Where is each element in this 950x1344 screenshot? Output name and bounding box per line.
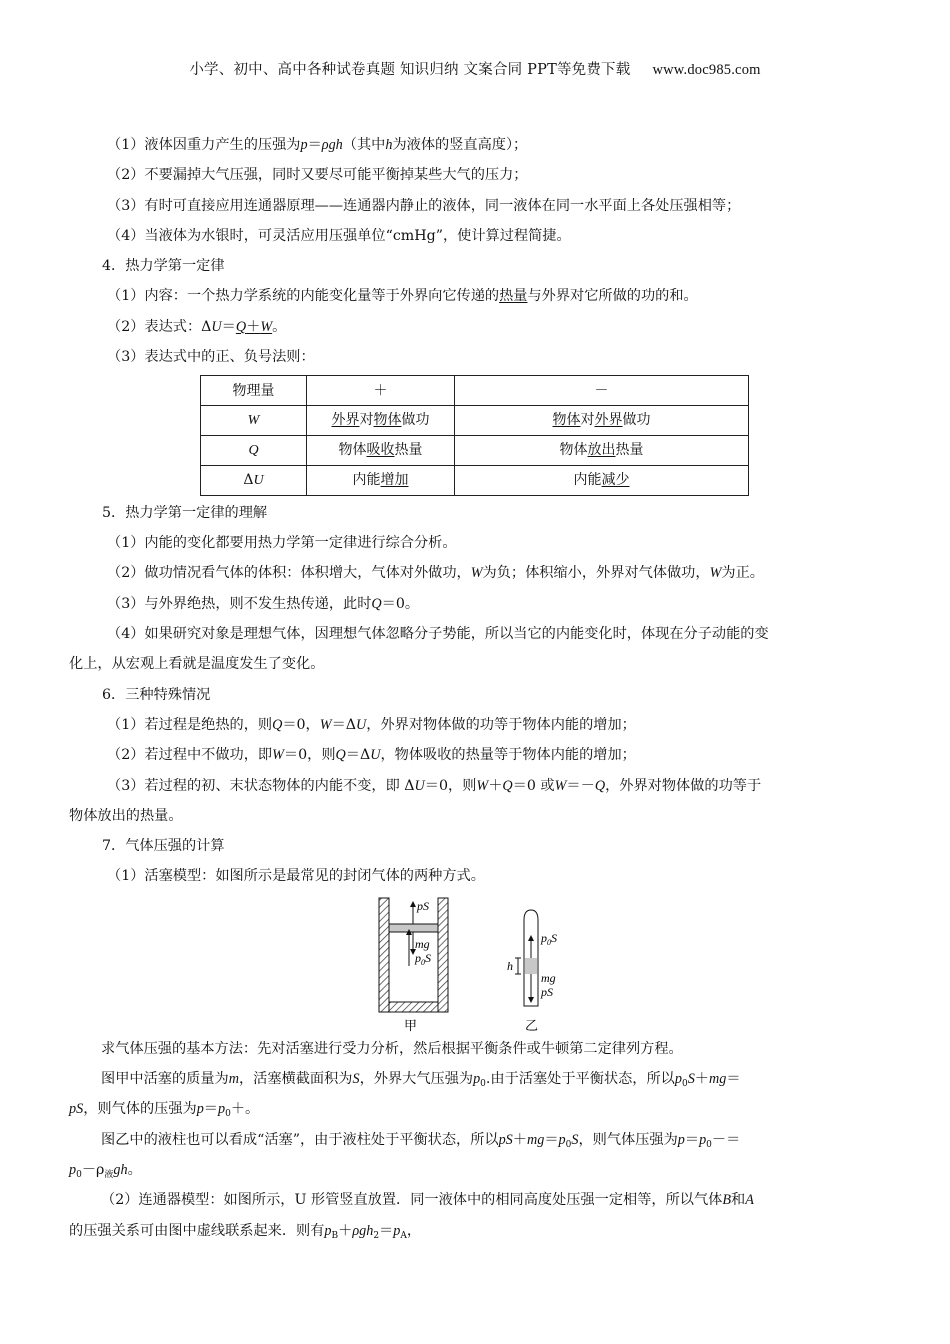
paragraph-7-a-cont: pS，则气体的压强为$p=p_0+$。 xyxy=(69,1101,260,1120)
table-row xyxy=(201,435,749,465)
table-cell-minus: 物体对外界做功 xyxy=(455,405,749,435)
label-b-p0s: $p_0S$ xyxy=(541,930,557,947)
paragraph-4: （4）当液体为水银时，可灵活应用压强单位“cmHg”，使计算过程简捷。 xyxy=(107,227,571,244)
table-header-cell: 物理量 xyxy=(201,376,307,406)
header-url[interactable]: www.doc985.com xyxy=(652,62,761,78)
paragraph-3: （3）有时可直接应用连通器原理——连通器内静止的液体，同一液体在同一水平面上各处压强相等； xyxy=(107,197,741,214)
paragraph-7-1: （1）活塞模型：如图所示是最常见的封闭气体的两种方式。 xyxy=(107,868,485,885)
page-header xyxy=(0,58,950,79)
table-header-row xyxy=(201,376,749,406)
section-heading-5: 5．热力学第一定律的理解 xyxy=(102,504,268,521)
header-text: 小学、初中、高中各种试卷真题 知识归纳 文案合同 PPT等免费下载 xyxy=(189,62,631,78)
paragraph-2: （2）不要漏掉大气压强，同时又要尽可能平衡掉某些大气的压力； xyxy=(107,167,528,184)
paragraph-6-3: （3）若过程的初、末状态物体的内能不变，即 ΔU＝0，则W＋Q＝0 或W＝－Q，外界对物体做的功等于 xyxy=(107,777,762,794)
paragraph-content: （1）内容：一个热力学系统的内能变化量等于外界向它传递的热量与外界对它所做的功的和。 xyxy=(107,288,698,305)
table-row xyxy=(201,405,749,435)
section-heading-7: 7．气体压强的计算 xyxy=(102,838,225,855)
table-header-cell: ＋ xyxy=(307,376,455,406)
paragraph-6-3-cont: 物体放出的热量。 xyxy=(69,807,183,824)
paragraph-5-4-cont: 化上，从宏观上看就是温度发生了变化。 xyxy=(69,656,325,673)
label-b-ps: pS xyxy=(541,984,553,999)
paragraph-5-2: （2）做功情况看气体的体积：体积增大，气体对外做功，W为负；体积缩小，外界对气体做功，W为正。 xyxy=(107,565,764,582)
paragraph-6-2: （2）若过程中不做功，即W＝0，则Q＝ΔU，物体吸收的热量等于物体内能的增加； xyxy=(107,747,636,764)
sign-rule-table xyxy=(200,375,749,496)
table-cell-minus: 内能减少 xyxy=(455,465,749,495)
label-a: 甲 xyxy=(404,1018,418,1034)
paragraph-7-b: 图乙中的液柱也可以看成“活塞”，由于液柱处于平衡状态，所以$pS+mg=p_0S$，则气体压强为$p=p_0-=$ xyxy=(101,1131,741,1150)
figure-a-cylinder xyxy=(379,898,448,1012)
section-heading-4: 4．热力学第一定律 xyxy=(102,258,225,275)
paragraph-5-3: （3）与外界绝热，则不发生热传递，此时Q＝0。 xyxy=(107,595,420,612)
table-cell-plus: 外界对物体做功 xyxy=(307,405,455,435)
label-a-ps: pS xyxy=(417,898,429,913)
section-heading-6: 6．三种特殊情况 xyxy=(102,686,211,703)
label-a-mg: mg xyxy=(415,936,430,951)
paragraph-7-b-cont: $p_0-\rho_液gh$。 xyxy=(69,1161,142,1180)
paragraph-5-1: （1）内能的变化都要用热力学第一定律进行综合分析。 xyxy=(107,535,457,552)
table-cell-plus: 内能增加 xyxy=(307,465,455,495)
document-body xyxy=(69,130,881,1246)
table-cell-quantity: Q xyxy=(201,435,307,465)
table-row xyxy=(201,465,749,495)
figure-b-tube xyxy=(515,910,538,1006)
table-header-cell: － xyxy=(455,376,749,406)
paragraph-7-2-cont: 的压强关系可由图中虚线联系起来．则有$p_B+\rho gh_2=p_A$， xyxy=(69,1222,422,1241)
label-b-h: h xyxy=(507,958,513,973)
table-cell-quantity: ΔU xyxy=(201,465,307,495)
paragraph-7-method: 求气体压强的基本方法：先对活塞进行受力分析，然后根据平衡条件或牛顿第二定律列方程。 xyxy=(101,1040,683,1057)
paragraph-5-4: （4）如果研究对象是理想气体，因理想气体忽略分子势能，所以当它的内能变化时，体现在分子动能的变 xyxy=(107,626,769,643)
label-b-mg: mg xyxy=(541,970,556,985)
piston-diagrams xyxy=(69,892,881,1034)
table-cell-plus: 物体吸收热量 xyxy=(307,435,455,465)
paragraph-expression: （2）表达式：ΔU＝Q＋W。 xyxy=(107,318,287,335)
table-cell-minus: 物体放出热量 xyxy=(455,435,749,465)
table-cell-quantity: W xyxy=(201,405,307,435)
paragraph-sign-rule: （3）表达式中的正、负号法则： xyxy=(107,349,315,366)
label-b: 乙 xyxy=(525,1018,539,1034)
paragraph-7-a: 图甲中活塞的质量为m，活塞横截面积为S，外界大气压强为$p_0$.由于活塞处于平衡状态，所以$p_0S+mg=$ xyxy=(101,1071,741,1090)
paragraph-1: （1）液体因重力产生的压强为p＝ρgh（其中h为液体的竖直高度）； xyxy=(107,137,528,153)
paragraph-6-1: （1）若过程是绝热的，则Q＝0，W＝ΔU，外界对物体做的功等于物体内能的增加； xyxy=(107,716,636,733)
label-a-p0s: $p_0S$ xyxy=(415,950,431,967)
paragraph-7-2: （2）连通器模型：如图所示，U 形管竖直放置．同一液体中的相同高度处压强一定相等，所以气体B和A xyxy=(101,1192,754,1209)
